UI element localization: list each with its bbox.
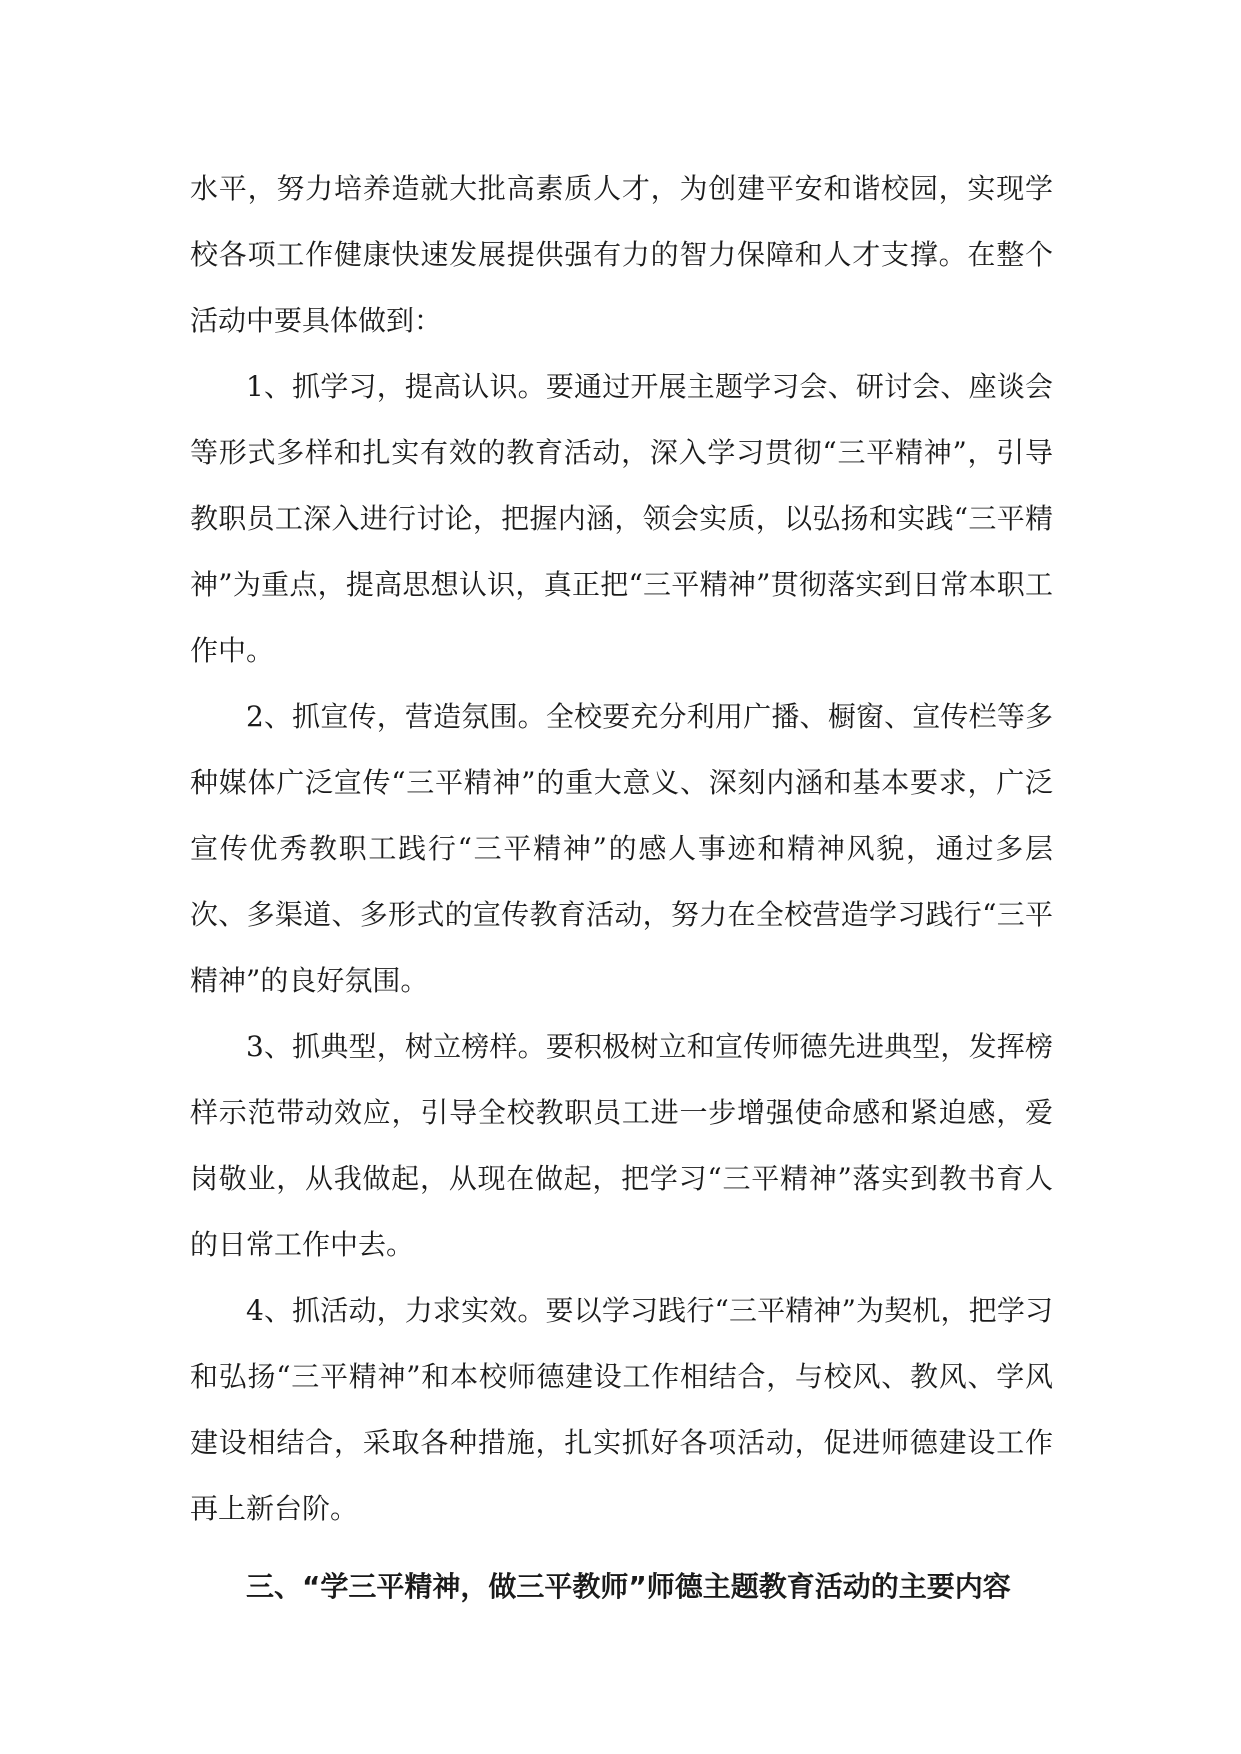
paragraph-item-2: 2、抓宣传，营造氛围。全校要充分利用广播、橱窗、宣传栏等多种媒体广泛宣传“三平精神”的重大意义、深刻内涵和基本要求，广泛宣传优秀教职工践行“三平精神”的感人事迹和精神风貌，通过多层次、多渠道、多形式的宣传教育活动，努力在全校营造学习践行“三平精神”的良好氛围。 [190,700,1053,997]
paragraph-item-4: 4、抓活动，力求实效。要以学习践行“三平精神”为契机，把学习和弘扬“三平精神”和本校师德建设工作相结合，与校风、教风、学风建设相结合，采取各种措施，扎实抓好各项活动，促进师德建设工作再上新台阶。 [190,1294,1053,1525]
paragraph-item-1: 1、抓学习，提高认识。要通过开展主题学习会、研讨会、座谈会等形式多样和扎实有效的教育活动，深入学习贯彻“三平精神”，引导教职员工深入进行讨论，把握内涵，领会实质，以弘扬和实践“三平精神”为重点，提高思想认识，真正把“三平精神”贯彻落实到日常本职工作中。 [190,370,1053,667]
paragraph-item-3: 3、抓典型，树立榜样。要积极树立和宣传师德先进典型，发挥榜样示范带动效应，引导全校教职员工进一步增强使命感和紧迫感，爱岗敬业，从我做起，从现在做起，把学习“三平精神”落实到教书育人的日常工作中去。 [190,1030,1053,1261]
section-heading: 三、“学三平精神，做三平教师”师德主题教育活动的主要内容 [246,1570,1011,1603]
paragraph-continuation: 水平，努力培养造就大批高素质人才，为创建平安和谐校园，实现学校各项工作健康快速发展提供强有力的智力保障和人才支撑。在整个活动中要具体做到： [190,172,1053,337]
document-body [190,156,1053,1620]
